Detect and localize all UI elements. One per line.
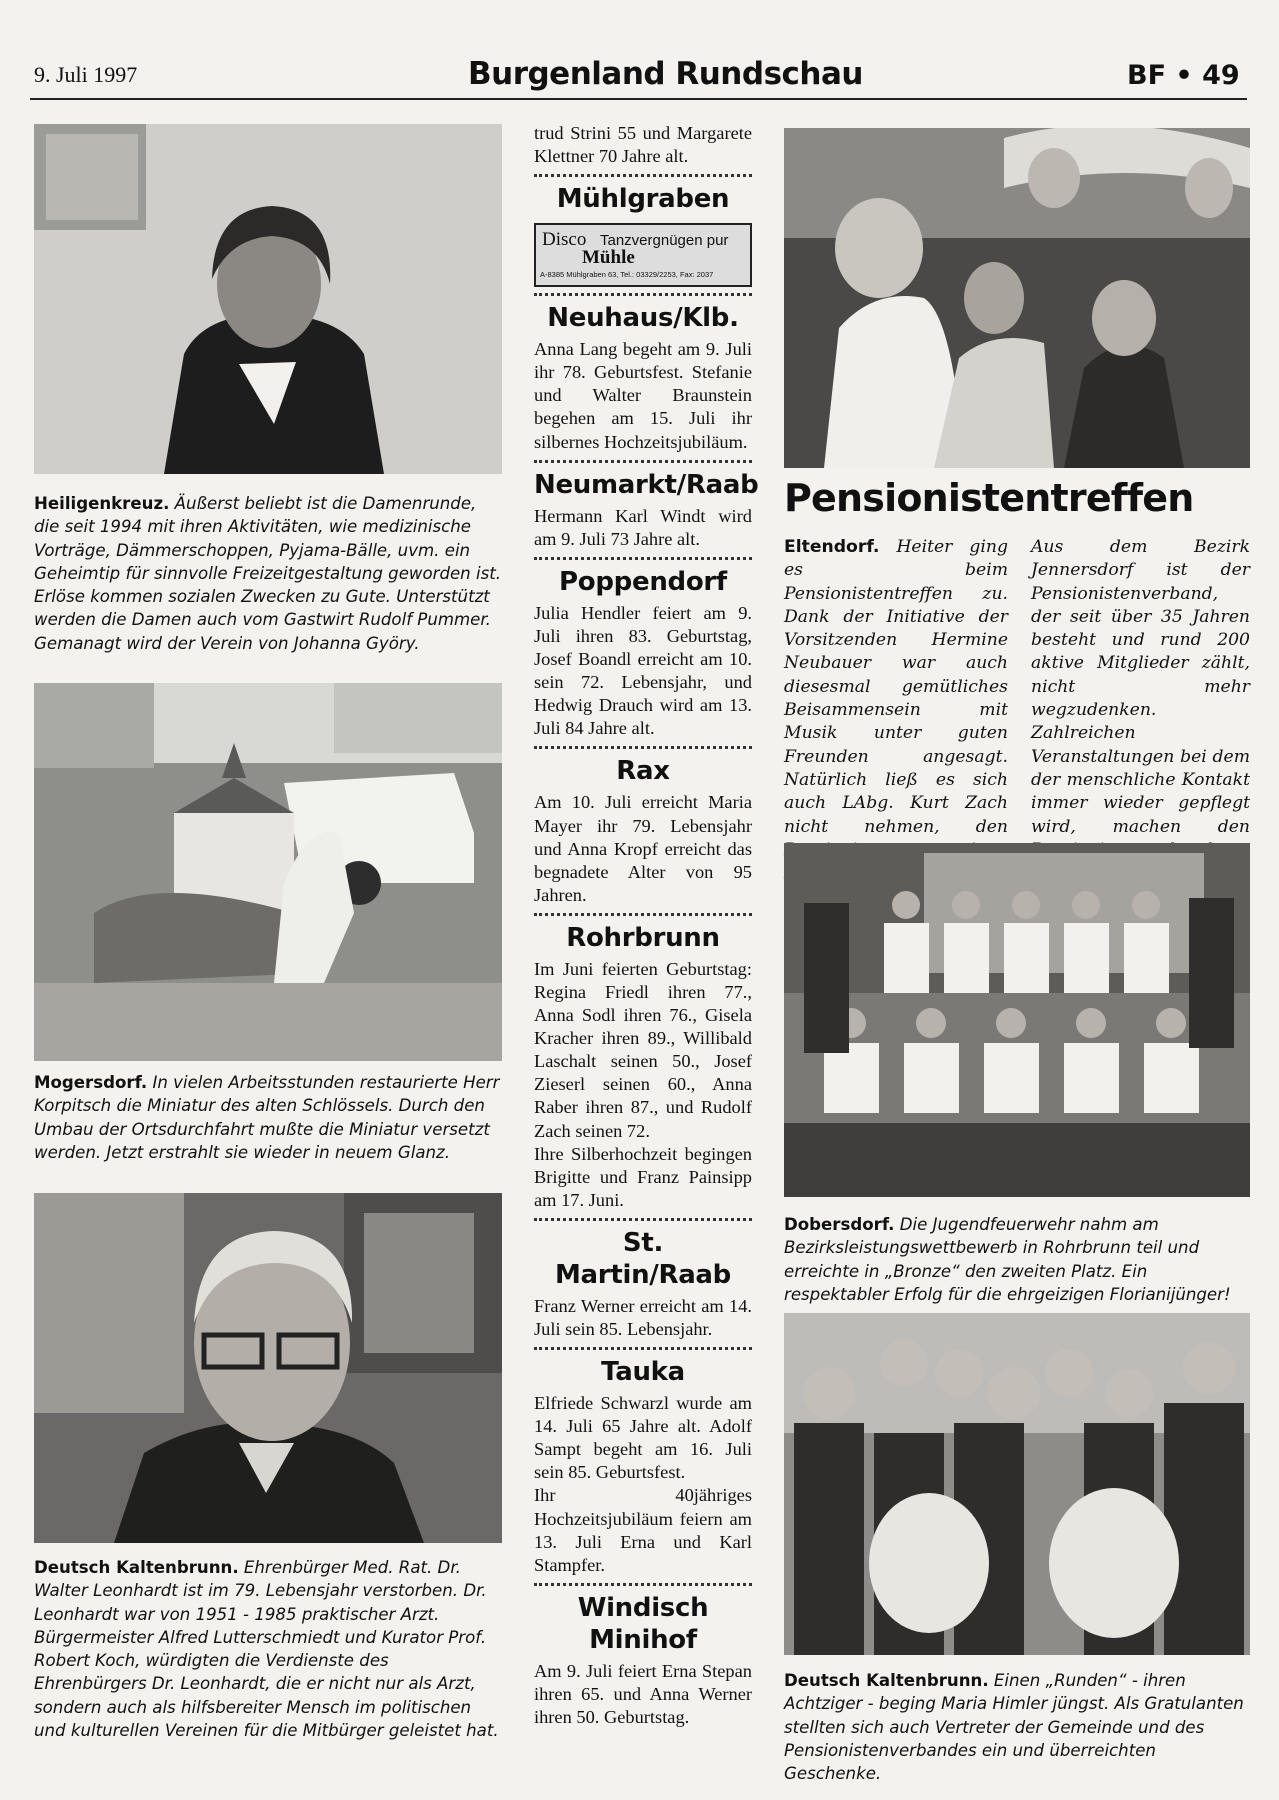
text-rohrbrunn-2: Ihre Silberhochzeit begingen Brigitte und Franz Painsipp am 17. Juni. (534, 1143, 752, 1210)
ad-name: Mühle (582, 247, 635, 269)
photo-dobersdorf (784, 843, 1250, 1197)
caption-text: Äußerst beliebt ist die Damenrunde, die seit 1994 mit ihren Aktivitäten, wie medizinische Vorträge, Dämmerschoppen, Pyjama-Bälle, uvm. ein Geheimtip für sinnvolle Freizeitgestaltung geworden ist. Erlöse kommen sozialen Zwecken zu Gute. Unterstützt werden die Damen auch vom Gastwirt Rudolf Pummer. Gemanagt wird der Verein von Johanna Györy. (34, 494, 502, 653)
newspaper-title: Burgenland Rundschau (468, 56, 863, 92)
text-tauka-2: Ihr 40jähriges Hochzeitsjubiläum feiern am 13. Juli Erna und Karl Stampfer. (534, 1485, 752, 1575)
caption-text: Ehrenbürger Med. Rat. Dr. Walter Leonhardt ist im 79. Lebensjahr verstorben. Dr. Leonhardt war von 1951 - 1985 praktischer Arzt. Bürgermeister Alfred Lutterschmiedt und Kurator Prof. Robert Koch, würdigten die Verdienste des Ehrenbürgers Dr. Leonhardt, die er nicht nur als Arzt, sondern auch als hilfsbereiter Mensch im politischen und kulturellen Vereinen für die Mitbürger geleistet hat. (34, 1558, 499, 1741)
text-neumarkt: Hermann Karl Windt wird am 9. Juli 73 Jahre alt. (534, 505, 752, 549)
ad-disco-label: Disco (542, 229, 587, 251)
dotted-separator (534, 174, 752, 177)
article-column-2 (1031, 536, 1250, 885)
caption-deutsch-kaltenbrunn (34, 1556, 502, 1742)
text-rohrbrunn: Im Juni feierten Geburtstag: Regina Friedl ihren 77., Anna Sodl ihren 76., Gisela Kracher ihren 89., Willibald Laschalt seinen 50., Josef Zieserl seinen 60., Anna Raber ihren 87., und Rudolf Zach seinen 72. (534, 958, 752, 1141)
article-headline: Pensionistentreffen (784, 476, 1194, 520)
heading-neuhaus: Neuhaus/Klb. (547, 303, 739, 334)
dotted-separator (534, 1347, 752, 1350)
photo-dobersdorf-image (784, 843, 1250, 1197)
caption-text: In vielen Arbeitsstunden restaurierte Herr Korpitsch die Miniatur des alten Schlössels. Durch den Umbau der Ortsdurchfahrt mußte die Miniatur versetzt werden. Jetzt erstrahlt sie wieder in neuem Glanz. (34, 1073, 500, 1162)
heading-neumarkt: Neumarkt/Raab (534, 469, 759, 500)
photo-mogersdorf-image (34, 683, 502, 1061)
photo-deutsch-kaltenbrunn-2 (784, 1313, 1250, 1655)
photo-eltendorf (784, 128, 1250, 468)
caption-place: Deutsch Kaltenbrunn. (784, 1671, 989, 1690)
header-rule (30, 98, 1247, 100)
intro-text: trud Strini 55 und Margarete Klettner 70 Jahre alt. (534, 123, 752, 167)
caption-place: Deutsch Kaltenbrunn. (34, 1558, 239, 1577)
heading-windisch-minihof: Windisch Minihof (577, 1592, 709, 1655)
disco-advertisement (534, 223, 752, 287)
heading-poppendorf: Poppendorf (559, 566, 727, 597)
heading-rohrbrunn: Rohrbrunn (566, 922, 720, 953)
photo-mogersdorf (34, 683, 502, 1061)
photo-deutsch-kaltenbrunn-2-image (784, 1313, 1250, 1655)
dotted-separator (534, 746, 752, 749)
dotted-separator (534, 460, 752, 463)
text-tauka: Elfriede Schwarzl wurde am 14. Juli 65 Jahre alt. Adolf Sampt begeht am 16. Juli sein 85. Geburtsfest. (534, 1393, 752, 1483)
text-windisch-minihof: Am 9. Juli feiert Erna Stepan ihren 65. und Anna Werner ihren 50. Geburtstag. (534, 1660, 752, 1728)
ad-address: A-8385 Mühlgraben 63, Tel.: 03329/2253, Fax: 2037 (540, 270, 714, 280)
photo-heiligenkreuz (34, 124, 502, 474)
caption-deutsch-kaltenbrunn-2 (784, 1669, 1250, 1785)
dotted-separator (534, 913, 752, 916)
ad-tagline: Tanzvergnügen pur (600, 232, 729, 250)
page-number: BF • 49 (1127, 60, 1240, 91)
caption-dobersdorf (784, 1213, 1250, 1306)
text-rax: Am 10. Juli erreicht Maria Mayer ihr 79. Lebensjahr und Anna Kropf erreicht das begnadete Alter von 95 Jahren. (534, 792, 752, 905)
photo-eltendorf-image (784, 128, 1250, 468)
article-text-1: Heiter ging es beim Pensionistentreffen zu. Dank der Initiative der Vorsitzenden Hermine Neubauer war auch diesesmal gemütliches Beisammensein mit Musik unter guten Freunden angesagt. Natürlich ließ es sich auch LAbg. Kurt Zach nicht nehmen, den (784, 537, 1008, 837)
heading-st-martin: St. Martin/Raab (554, 1227, 731, 1290)
text-poppendorf: Julia Hendler feiert am 9. Juli ihren 83. Geburtstag, Josef Boandl erreicht am 10. sein 72. Lebensjahr, und Hedwig Drauch wird am 13. Juli 84 Jahre alt. (534, 602, 752, 739)
caption-place: Heiligenkreuz. (34, 494, 170, 513)
article-text-2: Aus dem Bezirk Jennersdorf ist der Pensionistenverband, der seit über 35 Jahren besteht und rund 200 aktive Mitglieder zählt, nicht mehr wegzudenken. Zahlreichen Veranstaltungen bei dem der menschliche Kontakt immer wieder gepflegt wird, machen den (1031, 537, 1250, 837)
photo-deutsch-kaltenbrunn (34, 1193, 502, 1543)
caption-place: Dobersdorf. (784, 1215, 895, 1234)
caption-place: Mogersdorf. (34, 1073, 148, 1092)
text-st-martin: Franz Werner erreicht am 14. Juli sein 85. Lebensjahr. (534, 1295, 752, 1339)
article-place: Eltendorf. (784, 537, 880, 557)
caption-text: Einen „Runden“ - ihren Achtziger - beging Maria Himler jüngst. Als Gratulanten stellten sich auch Vertreter der Gemeinde und des Pensionistenverbandes ein und überreichten Geschenke. (784, 1671, 1244, 1784)
dotted-separator (534, 1218, 752, 1221)
heading-rax: Rax (616, 756, 670, 787)
dotted-separator (534, 293, 752, 296)
caption-mogersdorf (34, 1071, 502, 1164)
issue-date: 9. Juli 1997 (34, 62, 138, 87)
caption-heiligenkreuz (34, 492, 502, 655)
article-column-1 (784, 536, 1008, 885)
photo-heiligenkreuz-image (34, 124, 502, 474)
text-neuhaus: Anna Lang begeht am 9. Juli ihr 78. Geburtsfest. Stefanie und Walter Braunstein begehen am 15. Juli ihr silbernes Hochzeitsjubiläum. (534, 339, 752, 452)
heading-muehlgraben: Mühlgraben (556, 184, 730, 215)
dotted-separator (534, 557, 752, 560)
heading-tauka: Tauka (601, 1357, 685, 1388)
village-news-column (534, 122, 759, 1729)
photo-deutsch-kaltenbrunn-image (34, 1193, 502, 1543)
caption-text: Die Jugendfeuerwehr nahm am Bezirksleistungswettbewerb in Rohrbrunn teil und erreichte in „Bronze“ den zweiten Platz. Ein respektabler Erfolg für die ehrgeizigen Florianijünger! (784, 1215, 1231, 1304)
dotted-separator (534, 1583, 752, 1586)
